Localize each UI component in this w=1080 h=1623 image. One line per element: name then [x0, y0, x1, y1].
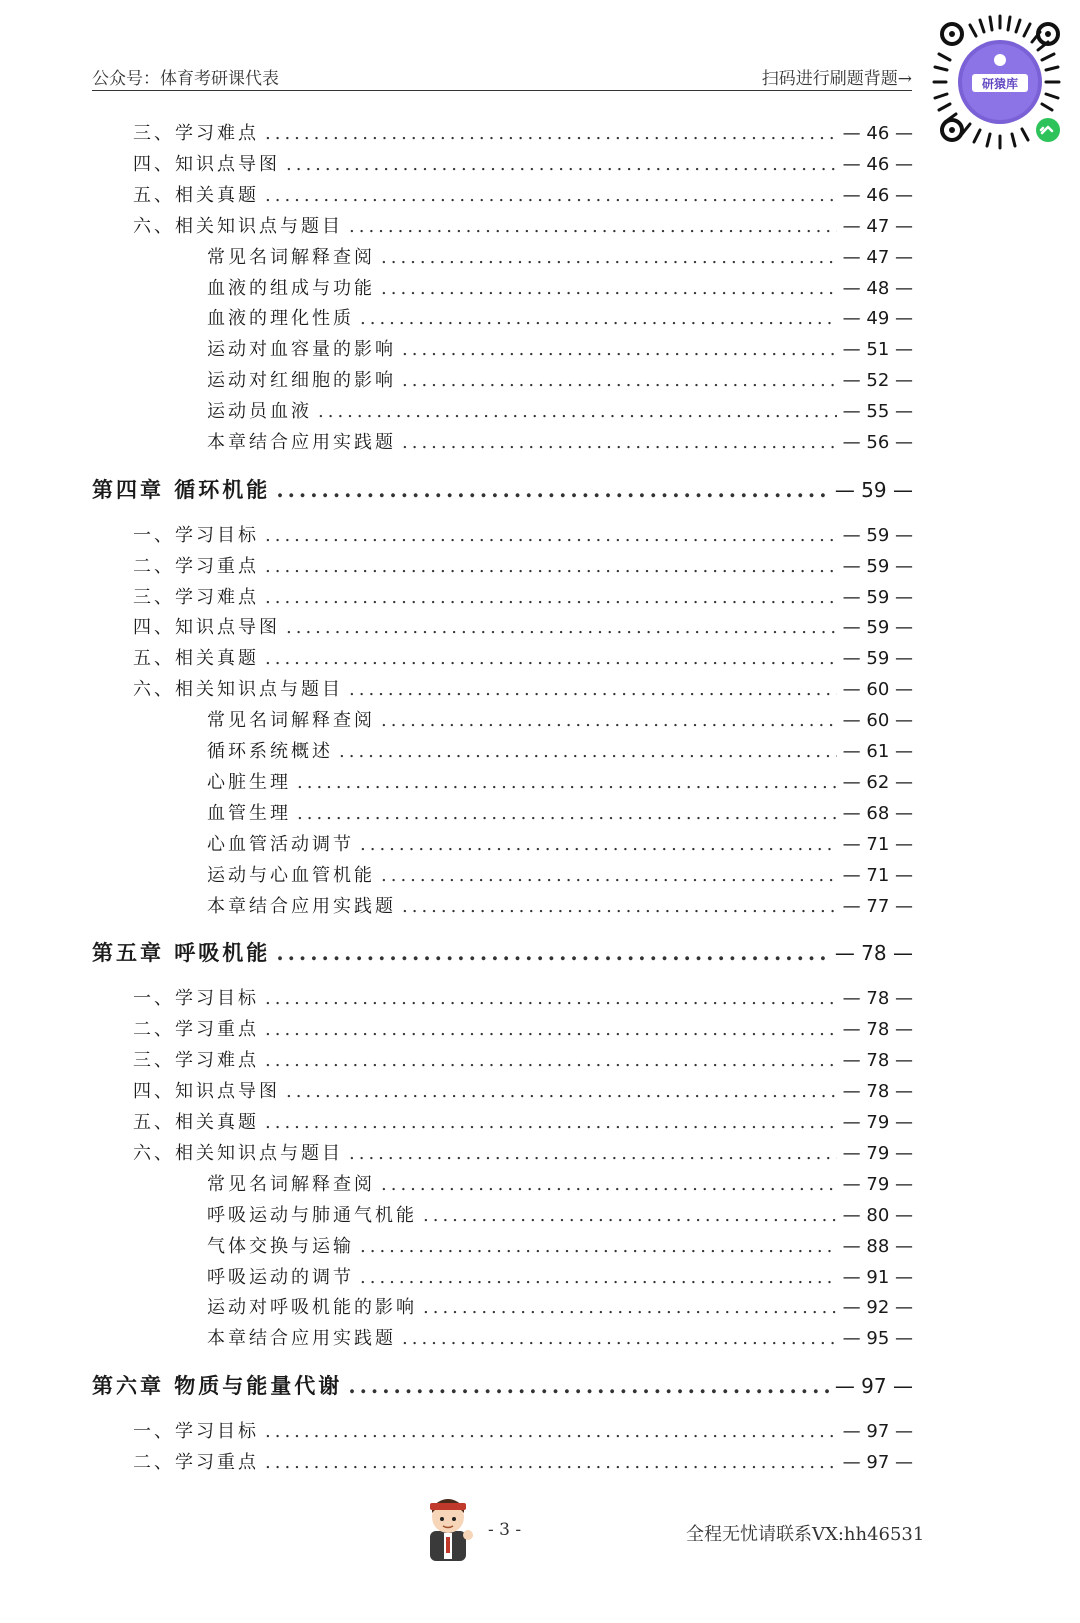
- toc-page-number: — 47 —: [842, 247, 913, 268]
- toc-entry-row[interactable]: [207, 1232, 913, 1262]
- toc-dot-leader: [381, 278, 837, 299]
- header-scan-hint: 扫码进行刷题背题→: [761, 69, 912, 89]
- toc-dot-leader: [265, 1452, 837, 1473]
- toc-page-number: — 48 —: [842, 278, 913, 299]
- toc-entry-row[interactable]: [207, 1201, 913, 1231]
- toc-page-number: — 71 —: [842, 865, 913, 886]
- toc-entry-label: 运动对呼吸机能的影响: [207, 1297, 417, 1318]
- toc-entry-label: 循环系统概述: [207, 741, 333, 762]
- toc-page-number: — 60 —: [842, 679, 913, 700]
- toc-dot-leader: [402, 339, 837, 360]
- toc-entry-row[interactable]: [207, 428, 913, 458]
- toc-entry-row[interactable]: [133, 150, 913, 180]
- toc-entry-label: 四、知识点导图: [133, 617, 280, 638]
- toc-dot-leader: [286, 617, 837, 638]
- toc-page-number: — 62 —: [842, 772, 913, 793]
- toc-page-number: — 78 —: [842, 1019, 913, 1040]
- toc-entry-label: 心脏生理: [207, 772, 291, 793]
- toc-entry-row[interactable]: [133, 1108, 913, 1138]
- toc-entry-label: 第五章 呼吸机能: [92, 940, 271, 965]
- toc-entry-row[interactable]: [207, 830, 913, 860]
- toc-entry-label: 心血管活动调节: [207, 834, 354, 855]
- toc-entry-label: 六、相关知识点与题目: [133, 679, 343, 700]
- toc-page-number: — 47 —: [842, 216, 913, 237]
- toc-page-number: — 97 —: [834, 1374, 913, 1398]
- toc-page-number: — 55 —: [842, 401, 913, 422]
- toc-page-number: — 59 —: [842, 556, 913, 577]
- toc-entry-label: 三、学习难点: [133, 587, 259, 608]
- toc-dot-leader: [265, 648, 837, 669]
- toc-dot-leader: [349, 1143, 837, 1164]
- toc-entry-row[interactable]: [133, 1015, 913, 1045]
- toc-entry-label: 第六章 物质与能量代谢: [92, 1373, 343, 1398]
- toc-entry-label: 三、学习难点: [133, 1050, 259, 1071]
- toc-chapter-row[interactable]: [92, 937, 913, 967]
- toc-entry-label: 三、学习难点: [133, 123, 259, 144]
- toc-dot-leader: [265, 1112, 837, 1133]
- toc-dot-leader: [349, 679, 837, 700]
- toc-page-number: — 51 —: [842, 339, 913, 360]
- toc-dot-leader: [265, 1050, 837, 1071]
- toc-entry-label: 五、相关真题: [133, 648, 259, 669]
- toc-page-number: — 91 —: [842, 1267, 913, 1288]
- toc-dot-leader: [265, 587, 837, 608]
- toc-entry-row[interactable]: [207, 335, 913, 365]
- toc-entry-row[interactable]: [207, 768, 913, 798]
- toc-entry-row[interactable]: [133, 181, 913, 211]
- toc-entry-row[interactable]: [207, 397, 913, 427]
- toc-entry-row[interactable]: [207, 366, 913, 396]
- toc-entry-row[interactable]: [133, 984, 913, 1014]
- toc-dot-leader: [402, 1328, 837, 1349]
- toc-entry-label: 本章结合应用实践题: [207, 896, 396, 917]
- toc-entry-row[interactable]: [133, 1139, 913, 1169]
- toc-page-number: — 78 —: [842, 988, 913, 1009]
- toc-entry-label: 二、学习重点: [133, 556, 259, 577]
- qr-badge-text: 研猿库: [981, 77, 1019, 91]
- toc-page-number: — 95 —: [842, 1328, 913, 1349]
- toc-entry-row[interactable]: [207, 737, 913, 767]
- mascot-avatar-icon: [420, 1495, 476, 1563]
- toc-dot-leader: [297, 803, 837, 824]
- toc-page-number: — 59 —: [842, 617, 913, 638]
- toc-dot-leader: [339, 741, 837, 762]
- toc-dot-leader: [381, 247, 837, 268]
- toc-dot-leader: [318, 401, 837, 422]
- toc-page-number: — 79 —: [842, 1174, 913, 1195]
- toc-entry-row[interactable]: [133, 552, 913, 582]
- toc-entry-row[interactable]: [133, 583, 913, 613]
- toc-entry-row[interactable]: [207, 799, 913, 829]
- toc-entry-row[interactable]: [133, 1448, 913, 1478]
- toc-entry-row[interactable]: [133, 521, 913, 551]
- toc-entry-row[interactable]: [133, 212, 913, 242]
- toc-entry-row[interactable]: [133, 119, 913, 149]
- toc-entry-label: 常见名词解释查阅: [207, 710, 375, 731]
- header-account-name: 公众号：体育考研课代表: [92, 69, 279, 89]
- toc-dot-leader: [286, 154, 837, 175]
- toc-page-number: — 46 —: [842, 185, 913, 206]
- toc-dot-leader: [265, 1421, 837, 1442]
- toc-dot-leader: [381, 1174, 837, 1195]
- toc-dot-leader: [423, 1205, 837, 1226]
- toc-dot-leader: [265, 123, 837, 144]
- toc-dot-leader: [265, 185, 837, 206]
- toc-entry-label: 运动与心血管机能: [207, 865, 375, 886]
- toc-page-number: — 78 —: [842, 1081, 913, 1102]
- toc-page-number: — 49 —: [842, 308, 913, 329]
- toc-page-number: — 46 —: [842, 154, 913, 175]
- toc-entry-label: 一、学习目标: [133, 988, 259, 1009]
- toc-entry-label: 气体交换与运输: [207, 1236, 354, 1257]
- toc-entry-label: 呼吸运动的调节: [207, 1267, 354, 1288]
- toc-entry-row[interactable]: [207, 304, 913, 334]
- toc-dot-leader: [402, 370, 837, 391]
- toc-page-number: — 88 —: [842, 1236, 913, 1257]
- toc-entry-label: 四、知识点导图: [133, 154, 280, 175]
- page-number: - 3 -: [488, 1520, 522, 1540]
- toc-page-number: — 52 —: [842, 370, 913, 391]
- page-header: [92, 60, 912, 91]
- toc-page-number: — 78 —: [834, 941, 913, 965]
- toc-dot-leader: [276, 940, 829, 965]
- toc-entry-row[interactable]: [207, 861, 913, 891]
- toc-chapter-row[interactable]: [92, 474, 913, 504]
- toc-entry-label: 血液的理化性质: [207, 308, 354, 329]
- toc-entry-label: 本章结合应用实践题: [207, 1328, 396, 1349]
- toc-page-number: — 46 —: [842, 123, 913, 144]
- toc-dot-leader: [402, 432, 837, 453]
- toc-page-number: — 97 —: [842, 1452, 913, 1473]
- toc-dot-leader: [360, 1267, 837, 1288]
- toc-entry-label: 一、学习目标: [133, 525, 259, 546]
- toc-entry-label: 本章结合应用实践题: [207, 432, 396, 453]
- toc-entry-row[interactable]: [207, 892, 913, 922]
- toc-entry-row[interactable]: [133, 1417, 913, 1447]
- toc-entry-row[interactable]: [207, 706, 913, 736]
- toc-dot-leader: [349, 216, 837, 237]
- toc-entry-row[interactable]: [133, 1077, 913, 1107]
- toc-page-number: — 59 —: [842, 525, 913, 546]
- toc-page-number: — 59 —: [842, 587, 913, 608]
- toc-entry-row[interactable]: [207, 1263, 913, 1293]
- toc-entry-row[interactable]: [133, 644, 913, 674]
- toc-entry-label: 常见名词解释查阅: [207, 247, 375, 268]
- toc-entry-row[interactable]: [207, 1324, 913, 1354]
- toc-entry-label: 一、学习目标: [133, 1421, 259, 1442]
- toc-dot-leader: [360, 834, 837, 855]
- toc-page-number: — 77 —: [842, 896, 913, 917]
- toc-page-number: — 71 —: [842, 834, 913, 855]
- toc-page-number: — 59 —: [842, 648, 913, 669]
- toc-entry-row[interactable]: [207, 1170, 913, 1200]
- toc-page-number: — 68 —: [842, 803, 913, 824]
- toc-page-number: — 92 —: [842, 1297, 913, 1318]
- toc-page-number: — 78 —: [842, 1050, 913, 1071]
- toc-page-number: — 60 —: [842, 710, 913, 731]
- mini-program-code-icon[interactable]: [930, 12, 1070, 152]
- toc-entry-row[interactable]: [133, 675, 913, 705]
- toc-page-number: — 97 —: [842, 1421, 913, 1442]
- toc-entry-label: 运动对红细胞的影响: [207, 370, 396, 391]
- toc-dot-leader: [360, 1236, 837, 1257]
- toc-entry-label: 四、知识点导图: [133, 1081, 280, 1102]
- toc-page-number: — 79 —: [842, 1143, 913, 1164]
- toc-entry-label: 血管生理: [207, 803, 291, 824]
- toc-dot-leader: [265, 1019, 837, 1040]
- toc-dot-leader: [286, 1081, 837, 1102]
- toc-entry-label: 五、相关真题: [133, 1112, 259, 1133]
- toc-entry-label: 二、学习重点: [133, 1019, 259, 1040]
- toc-entry-label: 运动对血容量的影响: [207, 339, 396, 360]
- toc-dot-leader: [265, 988, 837, 1009]
- toc-entry-label: 第四章 循环机能: [92, 477, 271, 502]
- toc-entry-row[interactable]: [207, 243, 913, 273]
- toc-page-number: — 79 —: [842, 1112, 913, 1133]
- toc-dot-leader: [276, 477, 829, 502]
- footer-contact: 全程无忧请联系VX:hh46531: [686, 1524, 925, 1545]
- toc-entry-label: 运动员血液: [207, 401, 312, 422]
- toc-page-number: — 56 —: [842, 432, 913, 453]
- toc-entry-label: 呼吸运动与肺通气机能: [207, 1205, 417, 1226]
- toc-dot-leader: [423, 1297, 837, 1318]
- toc-page-number: — 80 —: [842, 1205, 913, 1226]
- toc-entry-row[interactable]: [133, 1046, 913, 1076]
- toc-entry-label: 五、相关真题: [133, 185, 259, 206]
- toc-dot-leader: [381, 865, 837, 886]
- toc-dot-leader: [381, 710, 837, 731]
- toc-entry-label: 六、相关知识点与题目: [133, 1143, 343, 1164]
- toc-entry-label: 血液的组成与功能: [207, 278, 375, 299]
- toc-dot-leader: [402, 896, 837, 917]
- toc-chapter-row[interactable]: [92, 1370, 913, 1400]
- toc-entry-label: 六、相关知识点与题目: [133, 216, 343, 237]
- toc-dot-leader: [265, 556, 837, 577]
- toc-dot-leader: [348, 1373, 829, 1398]
- toc-entry-row[interactable]: [207, 274, 913, 304]
- toc-entry-label: 常见名词解释查阅: [207, 1174, 375, 1195]
- toc-dot-leader: [297, 772, 837, 793]
- toc-page-number: — 61 —: [842, 741, 913, 762]
- toc-dot-leader: [265, 525, 837, 546]
- toc-page-number: — 59 —: [834, 478, 913, 502]
- toc-entry-row[interactable]: [133, 613, 913, 643]
- toc-entry-row[interactable]: [207, 1293, 913, 1323]
- toc-dot-leader: [360, 308, 837, 329]
- toc-entry-label: 二、学习重点: [133, 1452, 259, 1473]
